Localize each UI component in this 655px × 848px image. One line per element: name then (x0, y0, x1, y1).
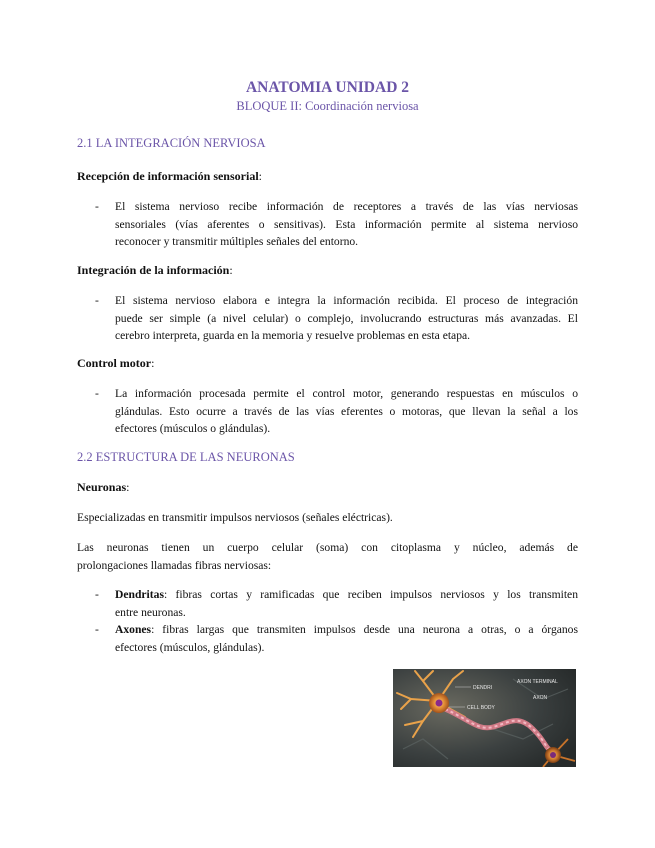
text-line (115, 586, 578, 604)
label-colon: : (151, 356, 155, 370)
text-line (115, 621, 578, 639)
block-label-text: Integración de la información (77, 263, 230, 277)
label-axon-terminal: AXON TERMINAL (517, 679, 558, 685)
paragraph-neuronas (77, 539, 578, 574)
list-item-text (115, 385, 578, 438)
paragraph-especializadas (77, 509, 578, 527)
label-colon: : (258, 169, 262, 183)
block-label-text: Neuronas (77, 480, 127, 494)
text-line: prolongaciones llamadas fibras nerviosas: (77, 558, 272, 572)
bullet-dash: - (95, 588, 99, 601)
label-dendri: DENDRI (473, 685, 493, 691)
text-line: reconocer y transmitir múltiples señales del entorno. (115, 235, 359, 248)
neuron-illustration (393, 669, 576, 767)
bullet-dash: - (95, 623, 99, 636)
block-label-integracion (77, 263, 233, 278)
bullet-dash: - (95, 294, 99, 307)
block-label-control-motor (77, 356, 154, 371)
block-label-text: Recepción de información sensorial (77, 169, 259, 183)
list-item-text (115, 198, 578, 251)
text-line: efectores (músculos o glándulas). (115, 422, 271, 435)
document-title: ANATOMIA UNIDAD 2 (245, 79, 410, 96)
text-line: glándulas. Esto ocurre a través de las vías eferentes o motoras, que llevan la señal a los (115, 404, 578, 418)
text-line: puede ser simple (a nivel celular) o complejo, involucrando estructuras más avanzadas. El (115, 311, 578, 325)
text-line: efectores (músculos, glándulas). (115, 640, 265, 654)
list-item-text (115, 586, 578, 621)
section-heading-estructura: 2.2 ESTRUCTURA DE LAS NEURONAS (77, 450, 295, 464)
neuron-image (393, 669, 576, 767)
term-axones: Axones (115, 623, 152, 636)
block-label-recepcion (77, 169, 262, 184)
list-item-text (115, 621, 578, 656)
block-label-text: Control motor (77, 356, 152, 370)
text-line: Especializadas en transmitir impulsos nerviosos (señales eléctricas). (77, 511, 393, 524)
bullet-dash: - (95, 387, 99, 400)
text-line: sensoriales (vías aferentes o sensitivas). Esta información permite al sistema nervioso (115, 217, 578, 231)
text-line: cerebro interpreta, guarda en la memoria y resuelve problemas en esta etapa. (115, 329, 471, 342)
label-axon: AXON (533, 695, 548, 701)
block-label-neuronas (77, 480, 129, 495)
label-colon: : (229, 263, 233, 277)
text-line: entre neuronas. (115, 605, 186, 619)
text-line: El sistema nervioso elabora e integra la información recibida. El proceso de integración (115, 294, 578, 307)
term-dendritas: Dendritas (115, 588, 164, 601)
section-heading-integracion: 2.1 LA INTEGRACIÓN NERVIOSA (77, 136, 266, 150)
text-line: Las neuronas tienen un cuerpo celular (soma) con citoplasma y núcleo, además de (77, 541, 578, 554)
bullet-dash: - (95, 200, 99, 213)
term-description: : fibras cortas y ramificadas que reciben impulsos nerviosos y los transmiten (163, 588, 578, 601)
document-subtitle: BLOQUE II: Coordinación nerviosa (236, 99, 419, 113)
text-line: La información procesada permite el control motor, generando respuestas en músculos o (115, 387, 578, 400)
text-line: El sistema nervioso recibe información de receptores a través de las vías nerviosas (115, 200, 578, 213)
list-item-text (115, 292, 578, 345)
term-description: : fibras largas que transmiten impulsos desde una neurona a otras, o a órganos (151, 623, 578, 636)
label-colon: : (126, 480, 130, 494)
label-cell-body: CELL BODY (467, 705, 495, 711)
